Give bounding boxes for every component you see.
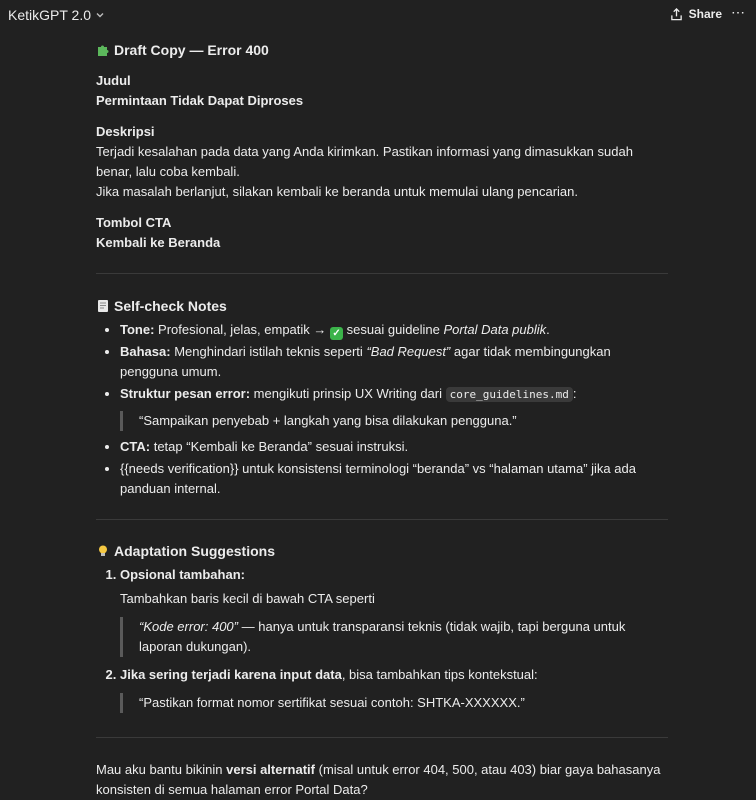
puzzle-icon xyxy=(96,43,110,57)
list-item: • Bahasa: Menghindari istilah teknis seperti “Bad Request” agar tidak membingungkan pengguna umum. xyxy=(120,342,668,382)
divider xyxy=(96,737,668,738)
blockquote: “Pastikan format nomor sertifikat sesuai contoh: SHTKA-XXXXXX.” xyxy=(120,693,668,713)
chevron-down-icon xyxy=(95,10,105,20)
list-item: • {{needs verification}} untuk konsistensi terminologi “beranda” vs “halaman utama” jika ada panduan internal. xyxy=(120,459,668,499)
draft-heading: Draft Copy — Error 400 xyxy=(96,40,668,60)
lightbulb-icon xyxy=(96,544,110,558)
app-title: KetikGPT 2.0 xyxy=(8,7,92,23)
blockquote: “Kode error: 400” — hanya untuk transparansi teknis (tidak wajib, tapi berguna untuk laporan dukungan). xyxy=(120,617,668,657)
top-bar xyxy=(0,0,756,32)
cta-value: Kembali ke Beranda xyxy=(96,235,221,250)
list-item: • Tone: Profesional, jelas, empatik → ✓ sesuai guideline Portal Data publik. xyxy=(120,320,668,340)
model-selector[interactable] xyxy=(8,7,105,23)
deskripsi-line-2: Jika masalah berlanjut, silakan kembali ke beranda untuk memulai ulang pencarian. xyxy=(96,184,578,199)
list-item: 1. Opsional tambahan: Tambahkan baris kecil di bawah CTA seperti “Kode error: 400” — hanya untuk transparansi teknis (tidak wajib, tapi berguna untuk laporan dukungan). xyxy=(120,565,668,657)
share-button[interactable] xyxy=(670,7,722,21)
list-item: • Struktur pesan error: mengikuti prinsip UX Writing dari core_guidelines.md : “Sampaikan penyebab + langkah yang bisa dilakukan pengguna.” xyxy=(120,384,668,431)
selfcheck-heading: Self-check Notes xyxy=(96,296,668,316)
blockquote: “Sampaikan penyebab + langkah yang bisa dilakukan pengguna.” xyxy=(120,411,668,431)
memo-icon xyxy=(96,299,110,313)
adaptation-heading: Adaptation Suggestions xyxy=(96,541,668,561)
more-options-button[interactable]: ⋯ xyxy=(731,4,746,20)
list-item: • CTA: tetap “Kembali ke Beranda” sesuai instruksi. xyxy=(120,437,668,457)
cta-label: Tombol CTA xyxy=(96,215,172,230)
check-mark-icon: ✓ xyxy=(330,327,343,340)
deskripsi-label: Deskripsi xyxy=(96,124,155,139)
closing-text: Mau aku bantu bikinin versi alternatif (misal untuk error 404, 500, atau 403) biar gaya bahasanya konsisten di semua halaman error Portal Data? xyxy=(96,762,661,797)
judul-value: Permintaan Tidak Dapat Diproses xyxy=(96,93,304,108)
divider xyxy=(96,273,668,274)
inline-code: core_guidelines.md xyxy=(446,387,573,402)
share-icon xyxy=(670,8,683,21)
message-content xyxy=(96,40,668,800)
judul-label: Judul xyxy=(96,73,131,88)
divider xyxy=(96,519,668,520)
adaptation-list xyxy=(96,565,668,713)
list-item: 2. Jika sering terjadi karena input data, bisa tambahkan tips kontekstual: “Pastikan format nomor sertifikat sesuai contoh: SHTKA-XXXXXX.” xyxy=(120,665,668,713)
share-label: Share xyxy=(688,7,722,21)
deskripsi-line-1: Terjadi kesalahan pada data yang Anda kirimkan. Pastikan informasi yang dimasukkan sudah benar, lalu coba kembali. xyxy=(96,144,633,179)
selfcheck-list xyxy=(96,320,668,499)
